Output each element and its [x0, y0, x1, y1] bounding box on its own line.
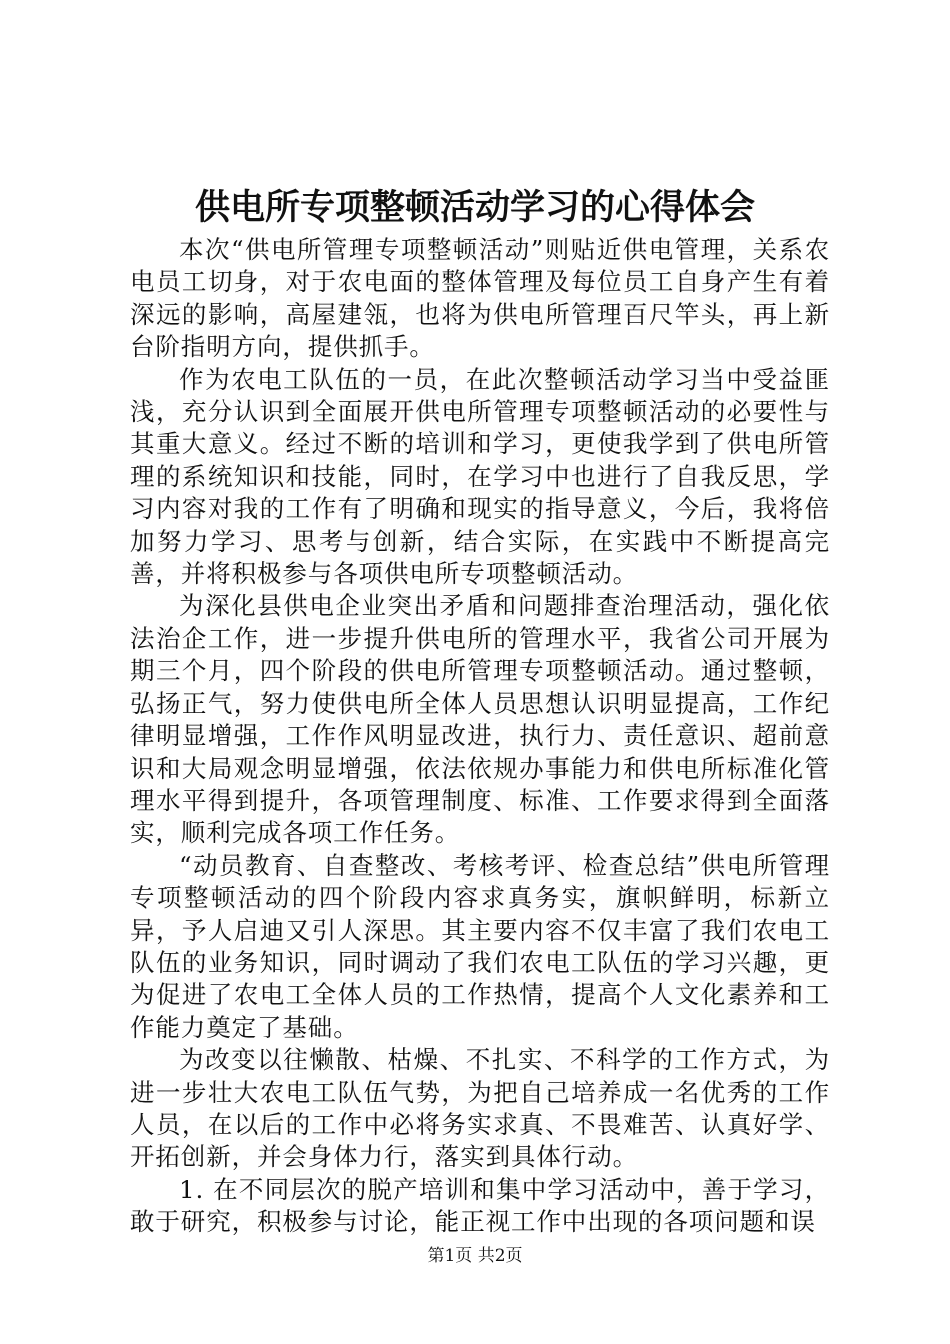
document-body — [130, 234, 830, 1239]
document-title: 供电所专项整顿活动学习的心得体会 — [194, 187, 755, 228]
paragraph-5: 为改变以往懒散、枯燥、不扎实、不科学的工作方式，为进一步壮大农电工队伍气势，为把自己培养成一名优秀的工作人员，在以后的工作中必将务实求真、不畏难苦、认真好学、开拓创新，并会身体力行，落实到具体行动。 — [130, 1045, 830, 1172]
page-number-footer: 第1页 共2页 — [427, 1246, 523, 1266]
paragraph-3: 为深化县供电企业突出矛盾和问题排查治理活动，强化依法治企工作，进一步提升供电所的管理水平，我省公司开展为期三个月，四个阶段的供电所管理专项整顿活动。通过整顿，弘扬正气，努力使供电所全体人员思想认识明显提高，工作纪律明显增强，工作作风明显改进，执行力、责任意识、超前意识和大局观念明显增强，依法依规办事能力和供电所标准化管理水平得到提升，各项管理制度、标准、工作要求得到全面落实，顺利完成各项工作任务。 — [130, 591, 830, 848]
paragraph-2: 作为农电工队伍的一员，在此次整顿活动学习当中受益匪浅，充分认识到全面展开供电所管理专项整顿活动的必要性与其重大意义。经过不断的培训和学习，更使我学到了供电所管理的系统知识和技能，同时，在学习中也进行了自我反思，学习内容对我的工作有了明确和现实的指导意义，今后，我将倍加努力学习、思考与创新，结合实际，在实践中不断提高完善，并将积极参与各项供电所专项整顿活动。 — [130, 364, 830, 589]
paragraph-4: “动员教育、自查整改、考核考评、检查总结”供电所管理专项整顿活动的四个阶段内容求真务实，旗帜鲜明，标新立异，予人启迪又引人深思。其主要内容不仅丰富了我们农电工队伍的业务知识，同时调动了我们农电工队伍的学习兴趣，更为促进了农电工全体人员的工作热情，提高个人文化素养和工作能力奠定了基础。 — [130, 850, 830, 1042]
paragraph-6: 1. 在不同层次的脱产培训和集中学习活动中，善于学习，敢于研究，积极参与讨论，能正视工作中出现的各项问题和误 — [130, 1174, 830, 1237]
paragraph-1: 本次“供电所管理专项整顿活动”则贴近供电管理，关系农电员工切身，对于农电面的整体管理及每位员工自身产生有着深远的影响，高屋建瓴，也将为供电所管理百尺竿头，再上新台阶指明方向，提供抓手。 — [130, 235, 830, 362]
